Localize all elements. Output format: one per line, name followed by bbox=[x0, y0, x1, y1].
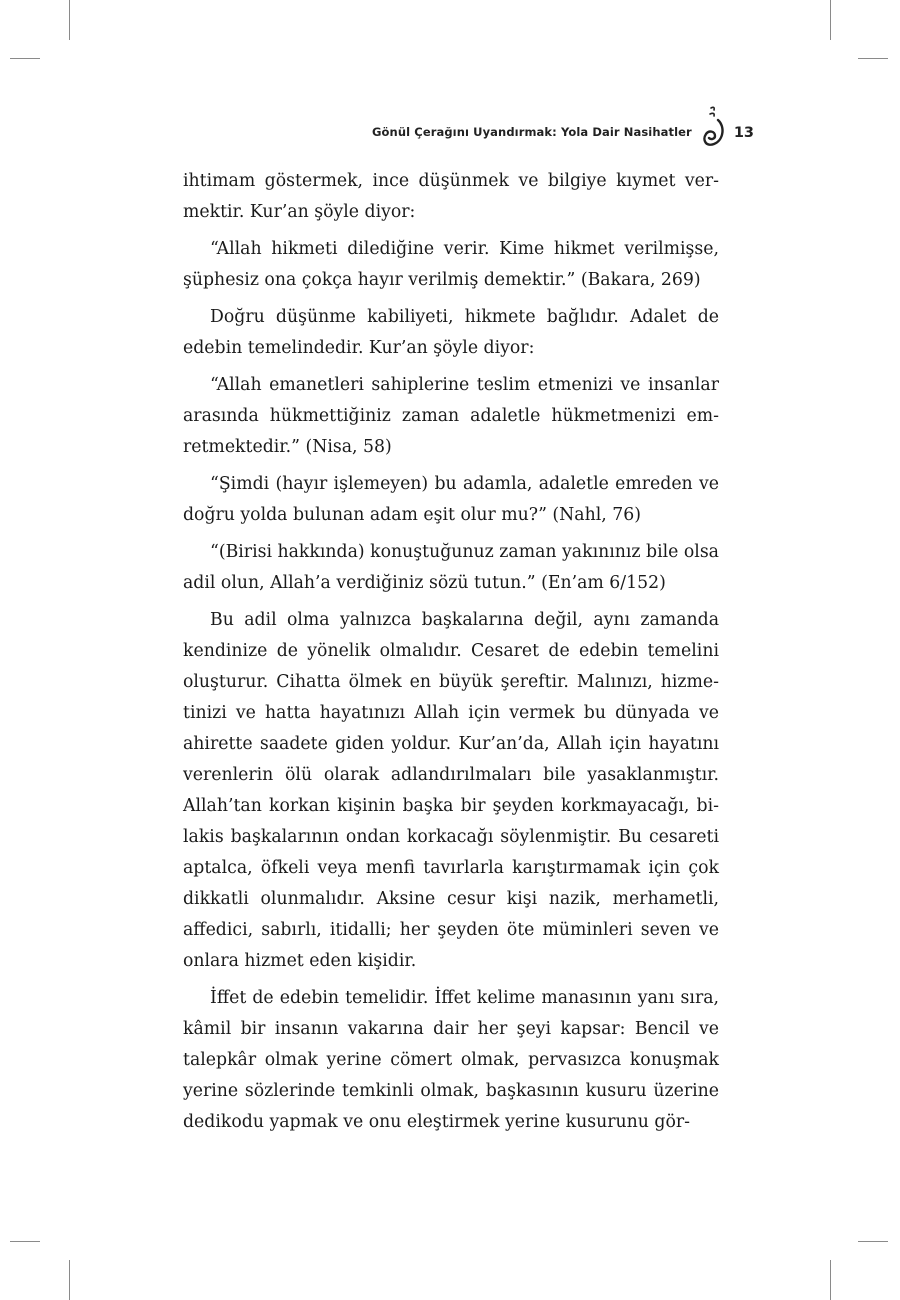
quote-paragraph: “(Birisi hakkında) konuştuğunuz zaman yakınınız bile olsa adil olun, Allah’a verdiğiniz sözü tutun.” (En’am 6/152) bbox=[183, 542, 719, 593]
crop-mark-top-left bbox=[69, 0, 70, 40]
paragraph: Bu adil olma yalnızca başkalarına değil, aynı zamanda kendinize de yönelik olmalıdır. Cesaret de edebin temelini oluşturur. Cihatta ölmek en büyük şereftir. Malınızı, hizmetinizi ve hatta hayatınızı Allah için vermek bu dünyada ve ahirette saadete giden yoldur. Kur’an’da, Allah için hayatını verenlerin ölü olarak adlandırılmaları bile yasaklanmıştır. Allah’tan korkan kişinin başka bir şeyden korkmayacağı, bilakis başkalarının ondan korkacağı söylenmiştir. Bu cesareti aptalca, öfkeli veya menfi tavırlarla karıştırmamak için çok dikkatli olunmalıdır. Aksine cesur kişi nazik, merhametli, affedici, sabırlı, itidalli; her şeyden öte müminleri seven ve onlara hizmet eden kişidir. bbox=[183, 610, 719, 971]
running-head bbox=[372, 102, 754, 150]
quote-paragraph: “Şimdi (hayır işlemeyen) bu adamla, adaletle emreden ve doğru yolda bulunan adam eşit olur mu?” (Nahl, 76) bbox=[183, 474, 719, 525]
crop-mark-right-upper bbox=[858, 58, 888, 59]
calligraphic-ornament-icon bbox=[700, 104, 726, 150]
crop-mark-top-right bbox=[830, 0, 831, 40]
crop-mark-bottom-right bbox=[830, 1260, 831, 1300]
crop-mark-right-lower bbox=[858, 1241, 888, 1242]
crop-mark-left-upper bbox=[10, 58, 40, 59]
paragraph: ihtimam göstermek, ince düşünmek ve bilgiye kıymet vermektir. Kur’an şöyle diyor: bbox=[183, 171, 719, 222]
page-number: 13 bbox=[733, 125, 754, 141]
crop-mark-bottom-left bbox=[69, 1260, 70, 1300]
paragraph: Doğru düşünme kabiliyeti, hikmete bağlıdır. Adalet de edebin temelindedir. Kur’an şöyle diyor: bbox=[183, 307, 719, 358]
crop-mark-left-lower bbox=[10, 1241, 40, 1242]
paragraph: İffet de edebin temelidir. İffet kelime manasının yanı sıra, kâmil bir insanın vakarına dair her şeyi kapsar: Bencil ve talepkâr olmak yerine cömert olmak, pervasızca konuşmak yerine sözlerinde temkinli olmak, başkasının kusuru üzerine dedikodu yapmak ve onu eleştirmek yerine kusurunu gör- bbox=[183, 988, 719, 1132]
quote-paragraph: “Allah hikmeti dilediğine verir. Kime hikmet verilmişse, şüphesiz ona çokça hayır verilmiş demektir.” (Bakara, 269) bbox=[183, 239, 719, 290]
body-text bbox=[183, 166, 719, 1144]
running-title: Gönül Çerağını Uyandırmak: Yola Dair Nasihatler bbox=[372, 125, 692, 139]
quote-paragraph: “Allah emanetleri sahiplerine teslim etmenizi ve insanlar arasında hükmettiğiniz zaman adaletle hükmetmenizi emretmektedir.” (Nisa, 58) bbox=[183, 375, 719, 457]
